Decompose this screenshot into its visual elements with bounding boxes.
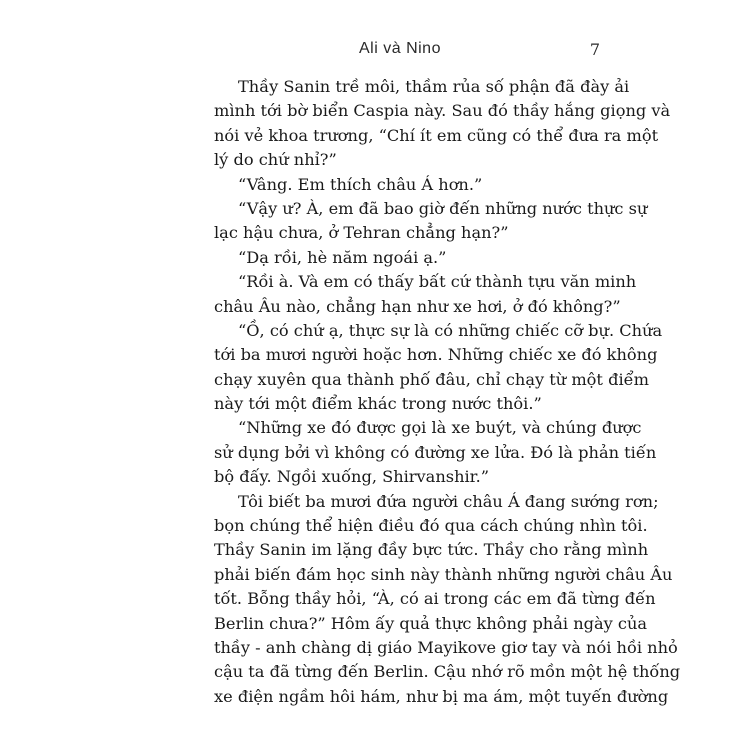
text-line: xe điện ngầm hôi hám, như bị ma ám, một tuyến đường <box>214 686 669 706</box>
text-line: “Vâng. Em thích châu Á hơn.” <box>238 174 483 194</box>
text-line: “Dạ rồi, hè năm ngoái ạ.” <box>238 247 447 267</box>
text-line: lý do chứ nhỉ?” <box>214 150 337 170</box>
text-line: sử dụng bởi vì không có đường xe lửa. Đó là phản tiến <box>214 442 657 462</box>
text-line: “Những xe đó được gọi là xe buýt, và chúng được <box>238 418 642 438</box>
text-line: chạy xuyên qua thành phố đâu, chỉ chạy từ một điểm <box>214 369 649 389</box>
text-line: châu Âu nào, chẳng hạn như xe hơi, ở đó không?” <box>214 296 621 316</box>
text-line: này tới một điểm khác trong nước thôi.” <box>214 394 542 414</box>
text-line: nói vẻ khoa trương, “Chí ít em cũng có thể đưa ra một <box>214 125 659 145</box>
text-line: phải biến đám học sinh này thành những người châu Âu <box>214 564 673 584</box>
body-text <box>214 75 681 709</box>
text-line: “Vậy ư? À, em đã bao giờ đến những nước thực sự <box>238 198 648 218</box>
text-line: “Ồ, có chứ ạ, thực sự là có những chiếc cỡ bự. Chứa <box>238 320 663 340</box>
text-line: thầy - anh chàng dị giáo Mayikove giơ tay và nói hồi nhỏ <box>214 637 678 657</box>
page-number: 7 <box>589 40 600 59</box>
text-line: Berlin chưa?” Hôm ấy quả thực không phải ngày của <box>214 613 648 633</box>
text-line: cậu ta đã từng đến Berlin. Cậu nhớ rõ mồn một hệ thống <box>214 662 681 682</box>
text-line: mình tới bờ biển Caspia này. Sau đó thầy hắng giọng và <box>214 101 671 121</box>
text-line: bọn chúng thể hiện điều đó qua cách chúng nhìn tôi. <box>214 516 648 536</box>
text-line: bộ đấy. Ngồi xuống, Shirvanshir.” <box>214 467 490 487</box>
running-head <box>200 40 600 64</box>
text-line: Tôi biết ba mươi đứa người châu Á đang sướng rơn; <box>238 491 659 511</box>
text-line: Thầy Sanin im lặng đầy bực tức. Thầy cho rằng mình <box>214 540 649 560</box>
text-line: tốt. Bỗng thầy hỏi, “À, có ai trong các em đã từng đến <box>214 589 656 609</box>
book-title: Ali và Nino <box>359 40 441 57</box>
text-line: Thầy Sanin trề môi, thầm rủa số phận đã đày ải <box>238 77 630 96</box>
text-line: tới ba mươi người hoặc hơn. Những chiếc xe đó không <box>214 345 658 365</box>
text-line: “Rồi à. Và em có thấy bất cứ thành tựu văn minh <box>238 272 637 292</box>
text-line: lạc hậu chưa, ở Tehran chẳng hạn?” <box>214 223 509 243</box>
